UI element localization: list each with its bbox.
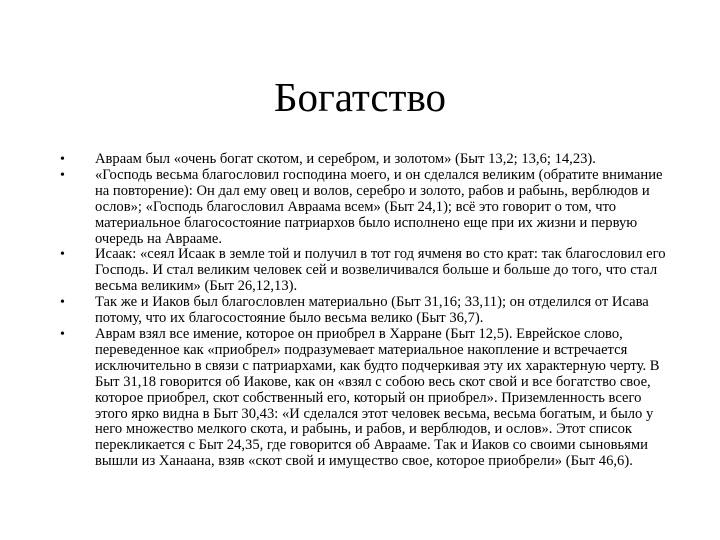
bullet-icon: • [60,295,65,311]
list-item [60,327,670,470]
bullet-text: Так же и Иаков был благословлен материально (Быт 31,16; 33,11); он отделился от Исава потому, что их благосостояние было весьма велико (Быт 36,7). [95,294,649,327]
list-item [60,152,670,168]
list-item [60,295,670,327]
bullet-icon: • [60,167,65,183]
bullet-text: Аврам взял все имение, которое он приобрел в Харране (Быт 12,5). Еврейское слово, переведенное как «приобрел» подразумевает материальное накопление и встречается исключительно в связи с патриархами, как будто подчеркивая эту их характерную черту. В Быт 31,18 говорится об Иакове, как он «взял с собою весь скот свой и все богатство свое, которое приобрел, скот собственный его, который он приобрел». Приземленность всего этого ярко видна в Быт 30,43: «И сделался этот человек весьма, весьма богатым, и было у него множество мелкого скота, и рабынь, и рабов, и верблюдов, и ослов». Этот список перекликается с Быт 24,35, где говорится об Аврааме. Так и Иаков со своими сыновьями вышли из Ханаана, взяв «скот свой и имущество свое, которое приобрели» (Быт 46,6). [95,325,660,470]
bullet-icon: • [60,326,65,342]
bullet-icon: • [60,247,65,263]
bullet-icon: • [60,152,65,167]
bullet-text: Исаак: «сеял Исаак в земле той и получил в тот год ячменя во сто крат: так благословил его Господь. И стал великим человек сей и возвеличивался больше и больше до того, что стал весьма великим» (Быт 26,12,13). [95,246,666,295]
list-item [60,168,670,248]
bullet-list [60,152,670,470]
slide-title: Богатство [273,74,447,120]
bullet-text: «Господь весьма благословил господина моего, и он сделался великим (обратите внимание на повторение): Он дал ему овец и волов, серебро и золото, рабов и рабынь, верблюдов и ослов»; «Господь благословил Авраама всем» (Быт 24,1); всё это говорит о том, что материальное благосостояние патриархов было исполнено еще при их жизни и первую очередь на Аврааме. [95,166,663,247]
bullet-text: Авраам был «очень богат скотом, и серебром, и золотом» (Быт 13,2; 13,6; 14,23). [95,151,596,167]
list-item [60,247,670,295]
